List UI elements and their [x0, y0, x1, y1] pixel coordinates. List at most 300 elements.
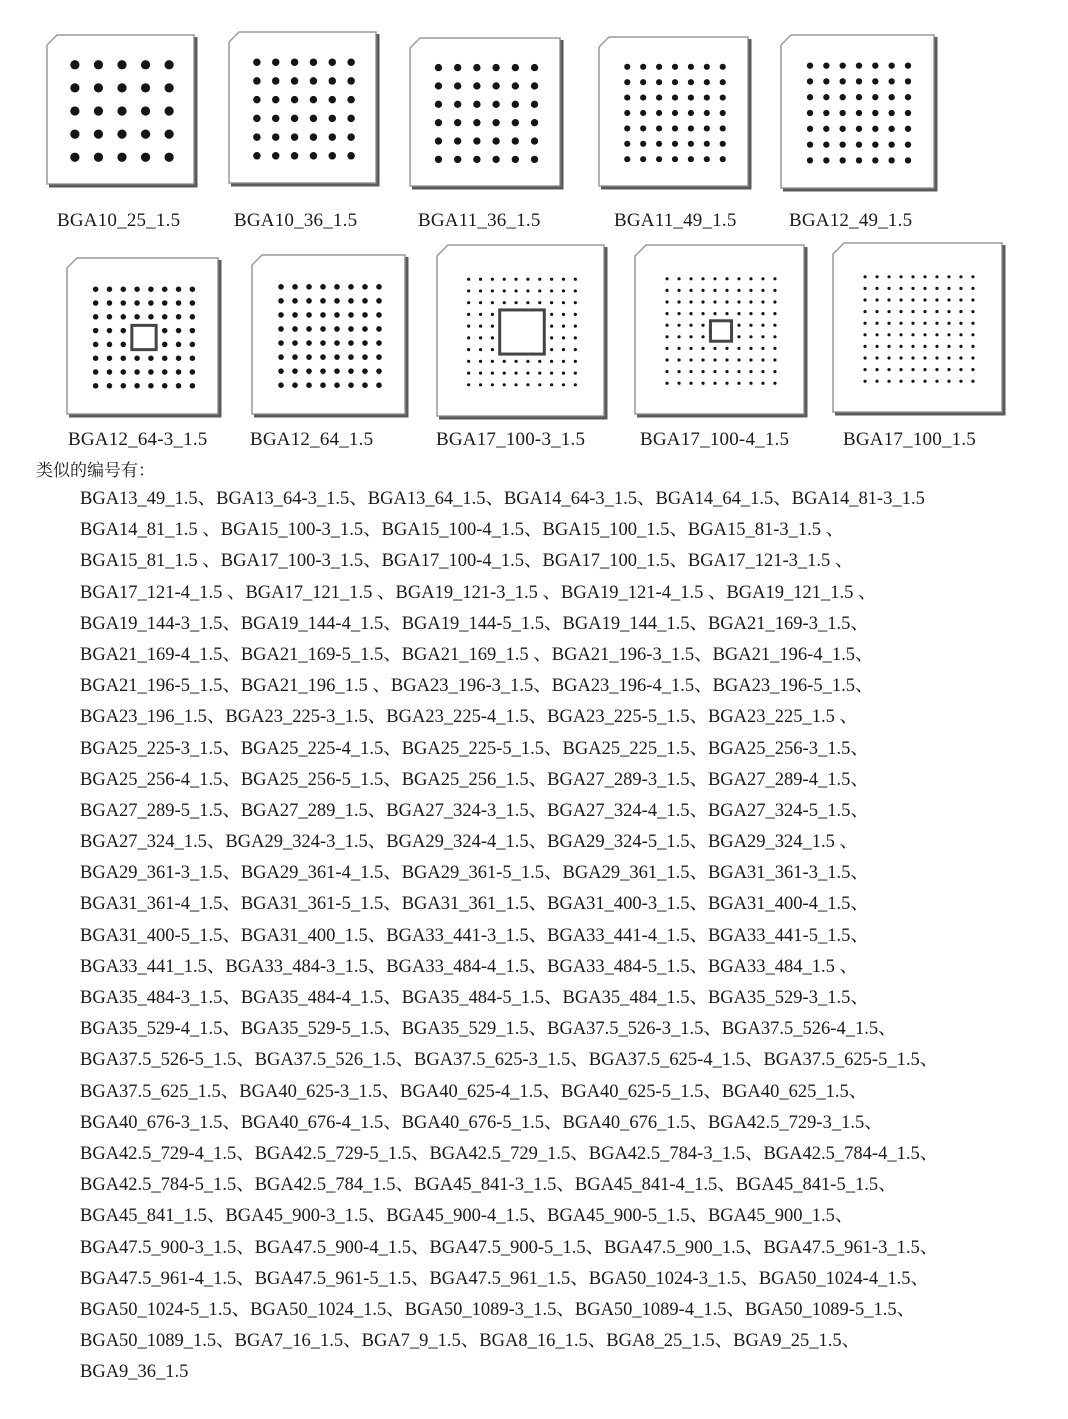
solder-ball	[362, 284, 368, 290]
solder-ball	[971, 310, 974, 313]
solder-ball	[491, 371, 494, 374]
solder-ball	[863, 333, 866, 336]
solder-ball	[562, 301, 565, 304]
solder-ball	[492, 137, 499, 144]
solder-ball	[935, 275, 938, 278]
solder-ball	[761, 289, 764, 292]
solder-ball	[863, 368, 866, 371]
model-list-line: BGA42.5_784-5_1.5、BGA42.5_784_1.5、BGA45_841-3_1.5、BGA45_841-4_1.5、BGA45_841-5_1.5、	[80, 1175, 897, 1196]
solder-ball	[562, 325, 565, 328]
solder-ball	[749, 370, 752, 373]
solder-ball	[899, 275, 902, 278]
solder-ball	[347, 96, 354, 103]
solder-ball	[872, 94, 878, 100]
solder-ball	[93, 369, 99, 375]
solder-ball	[888, 157, 894, 163]
solder-ball	[292, 340, 298, 346]
solder-ball	[141, 129, 150, 138]
similar-models-list	[80, 484, 1060, 1388]
solder-ball	[701, 312, 704, 315]
solder-ball	[291, 96, 298, 103]
solder-ball	[888, 94, 894, 100]
solder-ball	[823, 126, 829, 132]
solder-ball	[435, 64, 442, 71]
solder-ball	[562, 289, 565, 292]
solder-ball	[562, 278, 565, 281]
solder-ball	[176, 369, 182, 375]
solder-ball	[875, 310, 878, 313]
solder-ball	[320, 340, 326, 346]
solder-ball	[512, 137, 519, 144]
solder-ball	[773, 358, 776, 361]
solder-ball	[672, 64, 678, 70]
solder-ball	[875, 345, 878, 348]
solder-ball	[310, 77, 317, 84]
solder-ball	[807, 126, 813, 132]
solder-ball	[872, 62, 878, 68]
solder-ball	[278, 382, 284, 388]
solder-ball	[162, 369, 168, 375]
solder-ball	[923, 345, 926, 348]
solder-ball	[531, 156, 538, 163]
solder-ball	[121, 300, 127, 306]
solder-ball	[947, 275, 950, 278]
solder-ball	[887, 380, 890, 383]
solder-ball	[704, 141, 710, 147]
model-list-line: BGA25_256-4_1.5、BGA25_256-5_1.5、BGA25_256_1.5、BGA27_289-3_1.5、BGA27_289-4_1.5、	[80, 769, 869, 790]
model-list-line: BGA15_81_1.5 、BGA17_100-3_1.5、BGA17_100-4_1.5、BGA17_100_1.5、BGA17_121-3_1.5 、	[80, 551, 854, 572]
solder-ball	[905, 78, 911, 84]
solder-ball	[473, 137, 480, 144]
solder-ball	[677, 347, 680, 350]
solder-ball	[512, 119, 519, 126]
solder-ball	[514, 289, 517, 292]
solder-ball	[562, 383, 565, 386]
solder-ball	[503, 301, 506, 304]
solder-ball	[672, 110, 678, 116]
solder-ball	[550, 383, 553, 386]
solder-ball	[689, 300, 692, 303]
solder-ball	[823, 157, 829, 163]
solder-ball	[148, 383, 154, 389]
solder-ball	[292, 368, 298, 374]
solder-ball	[550, 301, 553, 304]
chip-label: BGA10_25_1.5	[57, 210, 181, 231]
solder-ball	[959, 380, 962, 383]
solder-ball	[911, 310, 914, 313]
solder-ball	[923, 356, 926, 359]
solder-ball	[162, 383, 168, 389]
solder-ball	[121, 355, 127, 361]
solder-ball	[347, 133, 354, 140]
solder-ball	[672, 156, 678, 162]
solder-ball	[93, 286, 99, 292]
solder-ball	[875, 322, 878, 325]
solder-ball	[253, 77, 260, 84]
solder-ball	[899, 298, 902, 301]
solder-ball	[823, 62, 829, 68]
solder-ball	[725, 300, 728, 303]
solder-ball	[134, 369, 140, 375]
solder-ball	[689, 277, 692, 280]
solder-ball	[887, 275, 890, 278]
solder-ball	[348, 312, 354, 318]
solder-ball	[306, 326, 312, 332]
solder-ball	[701, 382, 704, 385]
solder-ball	[348, 284, 354, 290]
solder-ball	[725, 370, 728, 373]
solder-ball	[514, 360, 517, 363]
solder-ball	[856, 110, 862, 116]
solder-ball	[329, 77, 336, 84]
solder-ball	[720, 95, 726, 101]
solder-ball	[574, 301, 577, 304]
solder-ball	[887, 356, 890, 359]
solder-ball	[887, 368, 890, 371]
solder-ball	[905, 62, 911, 68]
solder-ball	[348, 354, 354, 360]
solder-ball	[148, 314, 154, 320]
solder-ball	[538, 278, 541, 281]
solder-ball	[550, 313, 553, 316]
solder-ball	[435, 137, 442, 144]
solder-ball	[310, 115, 317, 122]
solder-ball	[971, 380, 974, 383]
solder-ball	[526, 301, 529, 304]
solder-ball	[971, 287, 974, 290]
solder-ball	[574, 360, 577, 363]
solder-ball	[190, 369, 196, 375]
solder-ball	[121, 314, 127, 320]
solder-ball	[190, 342, 196, 348]
solder-ball	[947, 298, 950, 301]
solder-ball	[807, 141, 813, 147]
solder-ball	[863, 310, 866, 313]
solder-ball	[550, 360, 553, 363]
solder-ball	[376, 382, 382, 388]
solder-ball	[737, 312, 740, 315]
solder-ball	[306, 382, 312, 388]
chip-label: BGA10_36_1.5	[234, 210, 358, 231]
chip-label: BGA11_36_1.5	[418, 210, 541, 231]
solder-ball	[253, 96, 260, 103]
solder-ball	[823, 78, 829, 84]
solder-ball	[905, 141, 911, 147]
chip-figure	[409, 37, 564, 190]
solder-ball	[887, 333, 890, 336]
solder-ball	[376, 368, 382, 374]
solder-ball	[526, 360, 529, 363]
solder-ball	[347, 58, 354, 65]
solder-ball	[176, 300, 182, 306]
solder-ball	[134, 355, 140, 361]
solder-ball	[911, 275, 914, 278]
solder-ball	[672, 95, 678, 101]
solder-ball	[640, 141, 646, 147]
solder-ball	[761, 300, 764, 303]
solder-ball	[947, 368, 950, 371]
solder-ball	[677, 358, 680, 361]
solder-ball	[531, 64, 538, 71]
solder-ball	[348, 368, 354, 374]
solder-ball	[292, 284, 298, 290]
model-list-line: BGA9_36_1.5	[80, 1362, 189, 1383]
model-list-line: BGA29_361-3_1.5、BGA29_361-4_1.5、BGA29_361-5_1.5、BGA29_361_1.5、BGA31_361-3_1.5、	[80, 863, 869, 884]
solder-ball	[134, 383, 140, 389]
solder-ball	[362, 340, 368, 346]
solder-ball	[334, 284, 340, 290]
solder-ball	[148, 286, 154, 292]
solder-ball	[148, 300, 154, 306]
solder-ball	[656, 64, 662, 70]
solder-ball	[923, 275, 926, 278]
solder-ball	[574, 348, 577, 351]
solder-ball	[348, 382, 354, 388]
solder-ball	[329, 96, 336, 103]
solder-ball	[291, 58, 298, 65]
solder-ball	[713, 347, 716, 350]
solder-ball	[107, 300, 113, 306]
solder-ball	[492, 156, 499, 163]
solder-ball	[749, 324, 752, 327]
solder-ball	[688, 125, 694, 131]
solder-ball	[473, 119, 480, 126]
solder-ball	[773, 382, 776, 385]
solder-ball	[875, 298, 878, 301]
model-list-line: BGA37.5_625_1.5、BGA40_625-3_1.5、BGA40_625-4_1.5、BGA40_625-5_1.5、BGA40_625_1.5、	[80, 1081, 868, 1102]
solder-ball	[677, 324, 680, 327]
solder-ball	[491, 383, 494, 386]
solder-ball	[640, 64, 646, 70]
solder-ball	[320, 284, 326, 290]
solder-ball	[923, 298, 926, 301]
solder-ball	[856, 126, 862, 132]
solder-ball	[704, 79, 710, 85]
solder-ball	[935, 368, 938, 371]
solder-ball	[725, 382, 728, 385]
solder-ball	[454, 137, 461, 144]
solder-ball	[905, 110, 911, 116]
solder-ball	[911, 322, 914, 325]
solder-ball	[526, 383, 529, 386]
chip-label: BGA17_100_1.5	[843, 429, 976, 450]
solder-ball	[888, 62, 894, 68]
solder-ball	[872, 126, 878, 132]
solder-ball	[911, 368, 914, 371]
solder-ball	[94, 153, 103, 162]
solder-ball	[971, 368, 974, 371]
solder-ball	[93, 314, 99, 320]
solder-ball	[107, 355, 113, 361]
solder-ball	[773, 347, 776, 350]
solder-ball	[905, 94, 911, 100]
solder-ball	[737, 347, 740, 350]
solder-ball	[329, 115, 336, 122]
solder-ball	[840, 126, 846, 132]
solder-ball	[701, 324, 704, 327]
solder-ball	[887, 298, 890, 301]
solder-ball	[971, 333, 974, 336]
solder-ball	[761, 324, 764, 327]
solder-ball	[176, 342, 182, 348]
solder-ball	[574, 278, 577, 281]
chip-figure	[634, 244, 808, 418]
solder-ball	[749, 277, 752, 280]
solder-ball	[935, 322, 938, 325]
solder-ball	[677, 289, 680, 292]
solder-ball	[923, 310, 926, 313]
solder-ball	[749, 300, 752, 303]
solder-ball	[503, 360, 506, 363]
solder-ball	[320, 326, 326, 332]
solder-ball	[935, 298, 938, 301]
solder-ball	[656, 141, 662, 147]
solder-ball	[807, 157, 813, 163]
solder-ball	[306, 354, 312, 360]
solder-ball	[503, 383, 506, 386]
solder-ball	[70, 153, 79, 162]
solder-ball	[701, 370, 704, 373]
solder-ball	[875, 380, 878, 383]
solder-ball	[278, 298, 284, 304]
solder-ball	[665, 358, 668, 361]
chip-figure	[832, 242, 1006, 416]
solder-ball	[272, 77, 279, 84]
solder-ball	[947, 356, 950, 359]
solder-ball	[117, 83, 126, 92]
model-list-line: BGA37.5_526-5_1.5、BGA37.5_526_1.5、BGA37.5_625-3_1.5、BGA37.5_625-4_1.5、BGA37.5_625-5_1.5、	[80, 1050, 939, 1071]
solder-ball	[362, 354, 368, 360]
solder-ball	[677, 312, 680, 315]
solder-ball	[713, 358, 716, 361]
solder-ball	[306, 340, 312, 346]
solder-ball	[701, 335, 704, 338]
solder-ball	[887, 287, 890, 290]
solder-ball	[272, 96, 279, 103]
solder-ball	[737, 335, 740, 338]
model-list-line: BGA31_400-5_1.5、BGA31_400_1.5、BGA33_441-3_1.5、BGA33_441-4_1.5、BGA33_441-5_1.5、	[80, 925, 869, 946]
package-outline	[833, 243, 1002, 412]
solder-ball	[665, 324, 668, 327]
solder-ball	[190, 328, 196, 334]
solder-ball	[531, 137, 538, 144]
solder-ball	[117, 153, 126, 162]
solder-ball	[725, 289, 728, 292]
solder-ball	[479, 360, 482, 363]
solder-ball	[863, 298, 866, 301]
solder-ball	[761, 347, 764, 350]
solder-ball	[176, 314, 182, 320]
solder-ball	[856, 157, 862, 163]
solder-ball	[749, 289, 752, 292]
solder-ball	[911, 298, 914, 301]
solder-ball	[713, 300, 716, 303]
solder-ball	[454, 101, 461, 108]
solder-ball	[467, 360, 470, 363]
solder-ball	[773, 370, 776, 373]
solder-ball	[947, 287, 950, 290]
solder-ball	[94, 106, 103, 115]
solder-ball	[362, 298, 368, 304]
solder-ball	[334, 312, 340, 318]
solder-ball	[334, 368, 340, 374]
solder-ball	[872, 110, 878, 116]
solder-ball	[665, 277, 668, 280]
model-list-line: BGA31_361-4_1.5、BGA31_361-5_1.5、BGA31_361_1.5、BGA31_400-3_1.5、BGA31_400-4_1.5、	[80, 894, 869, 915]
bga-package-drawing	[598, 36, 752, 190]
solder-ball	[840, 62, 846, 68]
solder-ball	[134, 286, 140, 292]
solder-ball	[665, 370, 668, 373]
solder-ball	[624, 64, 630, 70]
solder-ball	[435, 82, 442, 89]
solder-ball	[348, 298, 354, 304]
solder-ball	[875, 356, 878, 359]
solder-ball	[773, 335, 776, 338]
solder-ball	[514, 371, 517, 374]
solder-ball	[689, 358, 692, 361]
solder-ball	[435, 101, 442, 108]
solder-ball	[514, 301, 517, 304]
solder-ball	[761, 335, 764, 338]
solder-ball	[292, 326, 298, 332]
model-list-line: BGA13_49_1.5、BGA13_64-3_1.5、BGA13_64_1.5、BGA14_64-3_1.5、BGA14_64_1.5、BGA14_81-3_1.5	[80, 489, 925, 509]
solder-ball	[840, 157, 846, 163]
solder-ball	[121, 383, 127, 389]
solder-ball	[704, 125, 710, 131]
solder-ball	[550, 289, 553, 292]
solder-ball	[720, 79, 726, 85]
solder-ball	[624, 125, 630, 131]
model-list-line: BGA21_169-4_1.5、BGA21_169-5_1.5、BGA21_169_1.5 、BGA21_196-3_1.5、BGA21_196-4_1.5、	[80, 644, 874, 665]
solder-ball	[562, 371, 565, 374]
solder-ball	[467, 336, 470, 339]
solder-ball	[376, 354, 382, 360]
solder-ball	[162, 314, 168, 320]
solder-ball	[107, 369, 113, 375]
solder-ball	[935, 345, 938, 348]
solder-ball	[190, 286, 196, 292]
solder-ball	[677, 300, 680, 303]
solder-ball	[479, 278, 482, 281]
solder-ball	[491, 278, 494, 281]
solder-ball	[677, 335, 680, 338]
solder-ball	[278, 284, 284, 290]
solder-ball	[176, 355, 182, 361]
package-outline	[229, 32, 376, 183]
model-list-line: BGA25_225-3_1.5、BGA25_225-4_1.5、BGA25_225-5_1.5、BGA25_225_1.5、BGA25_256-3_1.5、	[80, 738, 869, 759]
solder-ball	[512, 64, 519, 71]
chip-label: BGA12_64-3_1.5	[68, 429, 208, 450]
solder-ball	[165, 60, 174, 69]
solder-ball	[887, 310, 890, 313]
solder-ball	[291, 77, 298, 84]
solder-ball	[93, 355, 99, 361]
solder-ball	[376, 340, 382, 346]
solder-ball	[959, 345, 962, 348]
solder-ball	[107, 314, 113, 320]
solder-ball	[935, 356, 938, 359]
solder-ball	[148, 355, 154, 361]
solder-ball	[737, 382, 740, 385]
solder-ball	[310, 133, 317, 140]
solder-ball	[503, 278, 506, 281]
solder-ball	[310, 152, 317, 159]
solder-ball	[856, 141, 862, 147]
solder-ball	[479, 289, 482, 292]
solder-ball	[689, 370, 692, 373]
solder-ball	[823, 141, 829, 147]
